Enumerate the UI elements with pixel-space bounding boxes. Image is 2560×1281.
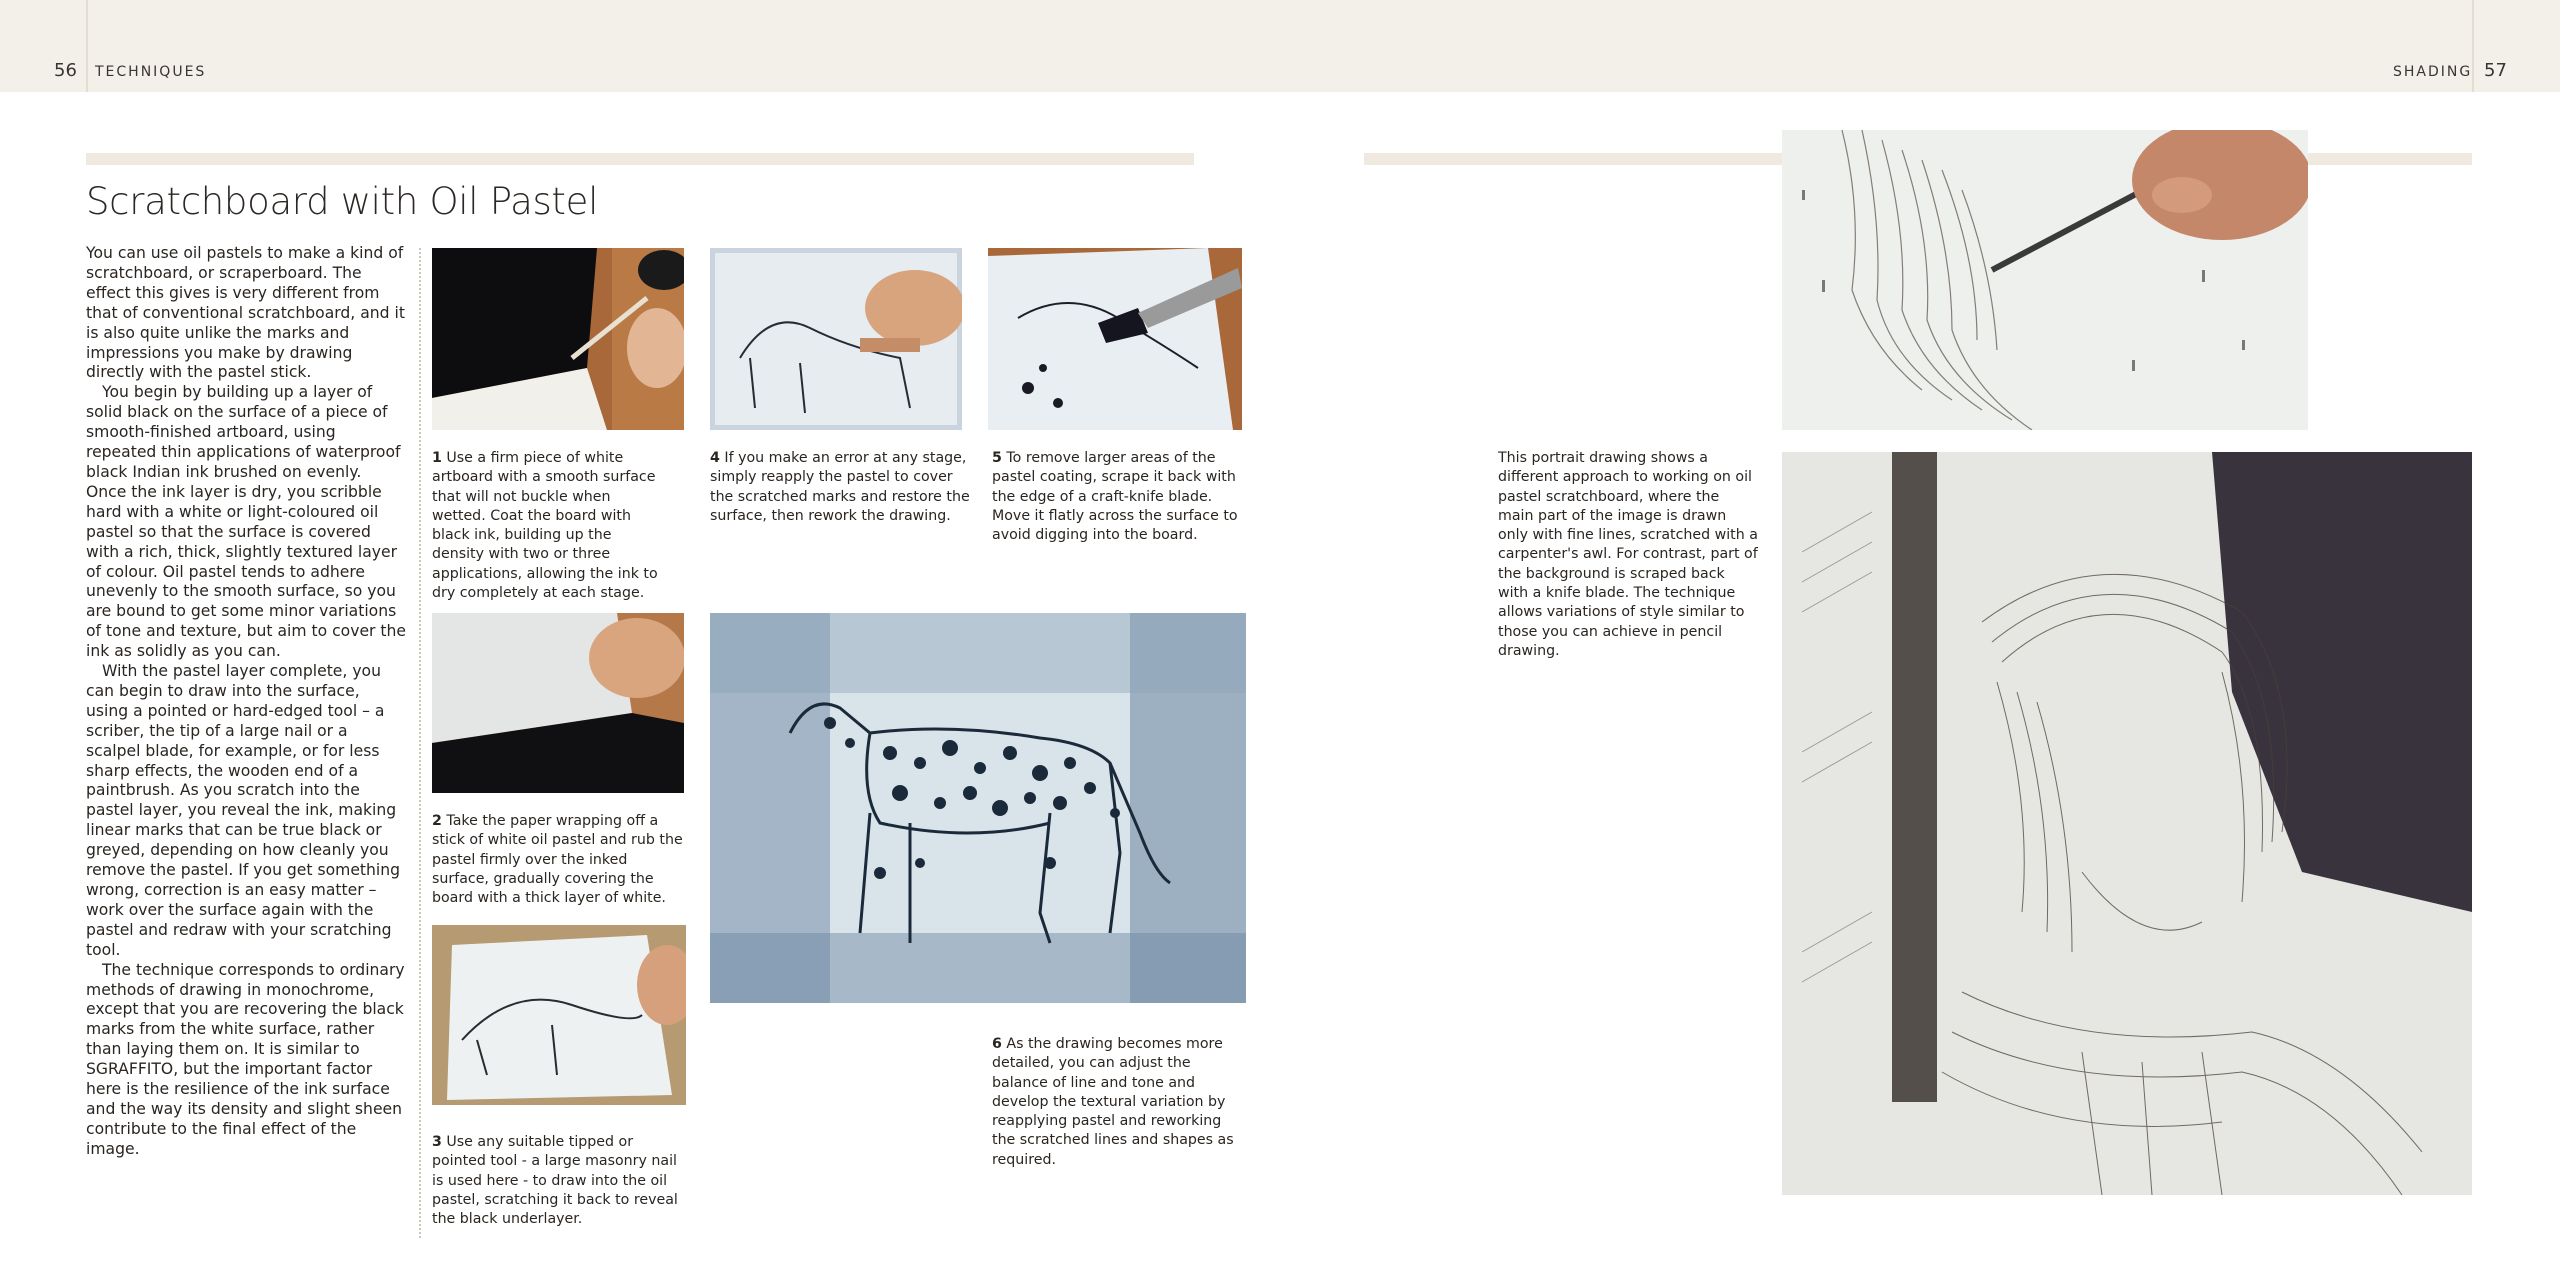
left-section-label: TECHNIQUES (95, 64, 207, 80)
step-2-caption (432, 812, 688, 908)
step-text: Use any suitable tipped or pointed tool - a large masonry nail is used here - to draw into the oil pastel, scratching it back to reveal the black underlayer. (432, 1134, 678, 1228)
right-section-label: SHADING (2393, 64, 2473, 80)
body-paragraph: You begin by building up a layer of solid black on the surface of a piece of smooth-finished artboard, using repeated thin applications of waterproof black Indian ink brushed on evenly. Once the ink layer is dry, you scribble hard with a white or light-coloured oil pastel so that the surface is covered with a rich, thick, slightly textured layer of colour. Oil pastel tends to adhere unevenly to the smooth surface, so you are bound to get some minor variations of tone and texture, but aim to cover the ink as solidly as you can. (86, 383, 406, 661)
step-number: 4 (710, 450, 720, 466)
step-number: 2 (432, 813, 442, 829)
header-divider (86, 0, 88, 92)
column-divider (419, 248, 421, 1238)
step-number: 1 (432, 450, 442, 466)
portrait-detail-photo (1782, 130, 2308, 430)
step-number: 3 (432, 1134, 442, 1150)
right-page-number: 57 (2484, 60, 2507, 81)
body-paragraph: With the pastel layer complete, you can begin to draw into the surface, using a pointed or hard-edged tool – a scriber, the tip of a large nail or a scalpel blade, for example, or for less sharp effects, the wooden end of a paintbrush. As you scratch into the pastel layer, you reveal the ink, making linear marks that can be true black or greyed, depending on how cleanly you remove the pastel. If you get something wrong, correction is an easy matter – work over the surface again with the pastel and redraw with your scratching tool. (86, 662, 401, 959)
article-title: Scratchboard with Oil Pastel (86, 180, 599, 223)
header-divider (2472, 0, 2474, 92)
step-3-photo (432, 925, 686, 1105)
article-body (86, 244, 406, 1160)
step-number: 5 (992, 450, 1002, 466)
step-4-caption (710, 449, 970, 526)
portrait-caption: This portrait drawing shows a different approach to working on oil pastel scratchboard, where the main part of the image is drawn only with fine lines, scratched with a carpenter's awl. For contrast, part of the background is scraped back with a knife blade. The technique allows variations of style similar to those you can achieve in pencil drawing. (1498, 450, 1758, 659)
step-6-caption (992, 1035, 1248, 1170)
portrait-drawing-photo (1782, 452, 2472, 1195)
step-2-photo (432, 613, 684, 793)
header-band (0, 0, 2560, 92)
left-title-rule (86, 153, 1194, 165)
left-page-number: 56 (54, 60, 77, 81)
step-5-caption (992, 449, 1252, 545)
step-1-caption (432, 449, 664, 603)
step-3-caption (432, 1133, 682, 1229)
step-text: If you make an error at any stage, simply reapply the pastel to cover the scratched marks and restore the surface, then rework the drawing. (710, 450, 970, 524)
step-number: 6 (992, 1036, 1002, 1052)
body-paragraph: The technique corresponds to ordinary methods of drawing in monochrome, except that you are recovering the black marks from the white surface, rather than laying them on. It is similar to SGRAFFITO, but the important factor here is the resilience of the ink surface and the way its density and slight sheen contribute to the final effect of the image. (86, 960, 405, 1158)
step-5-photo (988, 248, 1242, 430)
body-paragraph: You can use oil pastels to make a kind of scratchboard, or scraperboard. The effect this gives is very different from that of conventional scratchboard, and it is also quite unlike the marks and impressions you make by drawing directly with the pastel stick. (86, 244, 405, 382)
step-text: Use a firm piece of white artboard with a smooth surface that will not buckle when wetted. Coat the board with black ink, building up the density with two or three applications, allowing the ink to dry completely at each stage. (432, 450, 658, 602)
step-text: Take the paper wrapping off a stick of white oil pastel and rub the pastel firmly over the inked surface, gradually covering the board with a thick layer of white. (432, 813, 683, 907)
step-text: To remove larger areas of the pastel coating, scrape it back with the edge of a craft-knife blade. Move it flatly across the surface to avoid digging into the board. (992, 450, 1238, 544)
step-4-photo (710, 248, 962, 430)
step-1-photo (432, 248, 684, 430)
step-text: As the drawing becomes more detailed, you can adjust the balance of line and tone and develop the textural variation by reapplying pastel and reworking the scratched lines and shapes as required. (992, 1036, 1234, 1168)
step-6-dalmatian-photo (710, 613, 1246, 1003)
